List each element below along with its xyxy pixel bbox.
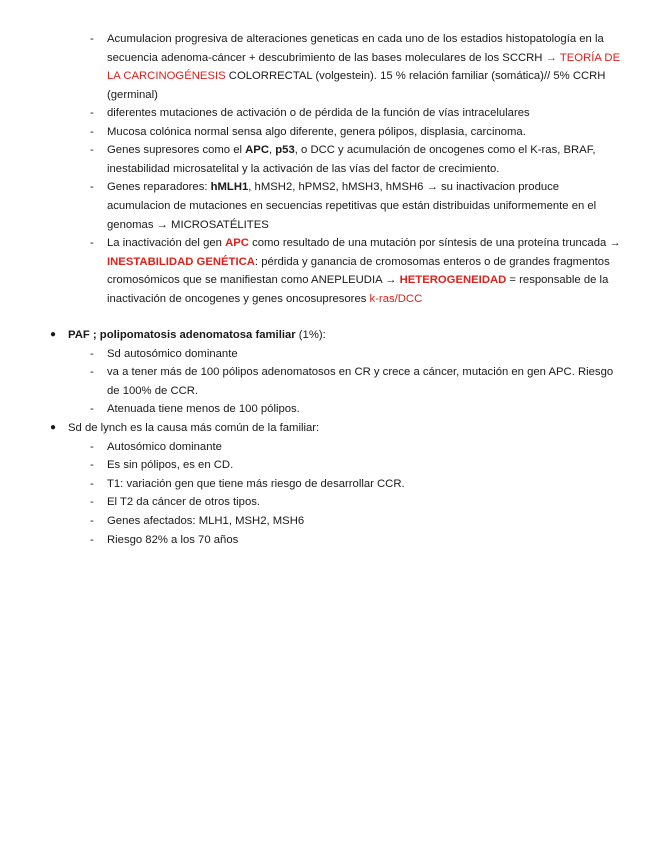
- teoria-highlight: → TEORÍA DE LA CARCINOGÉNESIS: [107, 51, 621, 83]
- item-text: = responsable de la inactivación de oncogenes y genes oncosupresores: [107, 274, 609, 305]
- lynch-item: [90, 512, 625, 531]
- dash-marker: -: [90, 533, 94, 546]
- lynch-item: [90, 456, 625, 475]
- item-text: El T2 da cáncer de otros tipos.: [107, 496, 261, 509]
- dash-marker: -: [90, 496, 94, 509]
- item-text: ,: [269, 144, 276, 157]
- lynch-item: [90, 438, 625, 457]
- dash-marker: -: [90, 33, 94, 45]
- dash-marker: -: [90, 144, 94, 157]
- paf-suffix: (1%):: [295, 329, 326, 341]
- p53-bold: p53: [275, 144, 295, 157]
- item-text: T1: variación gen que tiene más riesgo de desarrollar CCR.: [107, 477, 405, 490]
- paf-item: [90, 345, 625, 364]
- item-text: : pérdida y ganancia de cromosomas enteros o de grandes fragmentos cromosómicos que se manifiestan como ANEPLEUDIA →: [107, 255, 610, 287]
- dash-marker: -: [90, 403, 94, 416]
- dash-marker: -: [90, 477, 94, 490]
- apc-highlight: APC: [225, 237, 249, 250]
- lynch-item: [90, 475, 625, 494]
- bullet-lynch: [50, 419, 625, 438]
- item-text: Sd autosómico dominante: [107, 347, 238, 360]
- bullet-marker: ●: [50, 329, 57, 340]
- item-text: Autosómico dominante: [107, 440, 222, 453]
- item-text: , hMSH2, hPMS2, hMSH3, hMSH6 → su inactivacion produce acumulacion de mutaciones en secuencias repetitivas que están distribuidas uniformemente en el genomas → MICROSATÉLITES: [107, 181, 597, 231]
- item-text: Atenuada tiene menos de 100 pólipos.: [107, 403, 300, 416]
- dash-marker: -: [90, 125, 94, 138]
- item-text: La inactivación del gen: [107, 237, 226, 250]
- lynch-item: [90, 493, 625, 512]
- kras-dcc-highlight: k-ras/DCC: [369, 292, 423, 305]
- item-text: va a tener más de 100 pólipos adenomatosos en CR y crece a cáncer, mutación en gen APC. Riesgo de 100% de CCR.: [107, 366, 614, 397]
- apc-bold: APC: [245, 144, 269, 157]
- item-text: , o DCC y acumulación de oncogenes como el K-ras, BRAF, inestabilidad microsatelital y la activación de las vías del factor de crecimiento.: [107, 144, 596, 175]
- paf-item: [90, 400, 625, 419]
- dash-marker: -: [90, 440, 94, 453]
- dash-marker: -: [90, 181, 94, 194]
- dash-marker: -: [90, 515, 94, 527]
- dash-marker: -: [90, 237, 94, 250]
- list-item-genes-reparadores: [90, 178, 625, 234]
- lynch-item: [90, 531, 625, 550]
- bullet-paf: [50, 326, 625, 345]
- hmlh1-bold: hMLH1: [210, 181, 249, 194]
- list-item-mucosa: [90, 123, 625, 142]
- item-text: Genes supresores como el: [107, 144, 246, 157]
- item-text: Genes reparadores:: [107, 181, 211, 194]
- paf-item: [90, 363, 625, 400]
- item-text: Acumulacion progresiva de alteraciones geneticas en cada uno de los estadios histopatología en la secuencia adenoma-cáncer + descubrimiento de las bases moleculares de los SCCRH: [107, 33, 604, 64]
- inestabilidad-highlight: INESTABILIDAD GENÉTICA: [107, 255, 255, 268]
- list-item-mutaciones: [90, 104, 625, 123]
- item-text: Es sin pólipos, es en CD.: [107, 459, 234, 472]
- list-item-carcinogenesis: [90, 30, 625, 104]
- item-text: Riesgo 82% a los 70 años: [107, 533, 239, 546]
- dash-marker: -: [90, 366, 94, 379]
- dash-marker: -: [90, 107, 94, 119]
- list-item-genes-supresores: [90, 141, 625, 178]
- item-text: Mucosa colónica normal sensa algo diferente, genera pólipos, displasia, carcinoma.: [107, 125, 526, 138]
- dash-marker: -: [90, 347, 94, 360]
- paf-title: PAF ; polipomatosis adenomatosa familiar: [68, 329, 296, 341]
- item-text: diferentes mutaciones de activación o de pérdida de la función de vías intracelulares: [107, 107, 530, 119]
- item-text: como resultado de una mutación por síntesis de una proteína truncada →: [248, 237, 621, 250]
- bullet-marker: ●: [50, 422, 57, 433]
- lynch-title: Sd de lynch es la causa más común de la familiar:: [68, 422, 320, 434]
- item-text: Genes afectados: MLH1, MSH2, MSH6: [107, 515, 305, 527]
- dash-marker: -: [90, 459, 94, 472]
- item-text: COLORRECTAL (volgestein). 15 % relación familiar (somática)// 5% CCRH (germinal): [107, 70, 606, 101]
- heterogeneidad-highlight: HETEROGENEIDAD: [399, 274, 507, 287]
- list-item-inactivacion-apc: [90, 234, 625, 308]
